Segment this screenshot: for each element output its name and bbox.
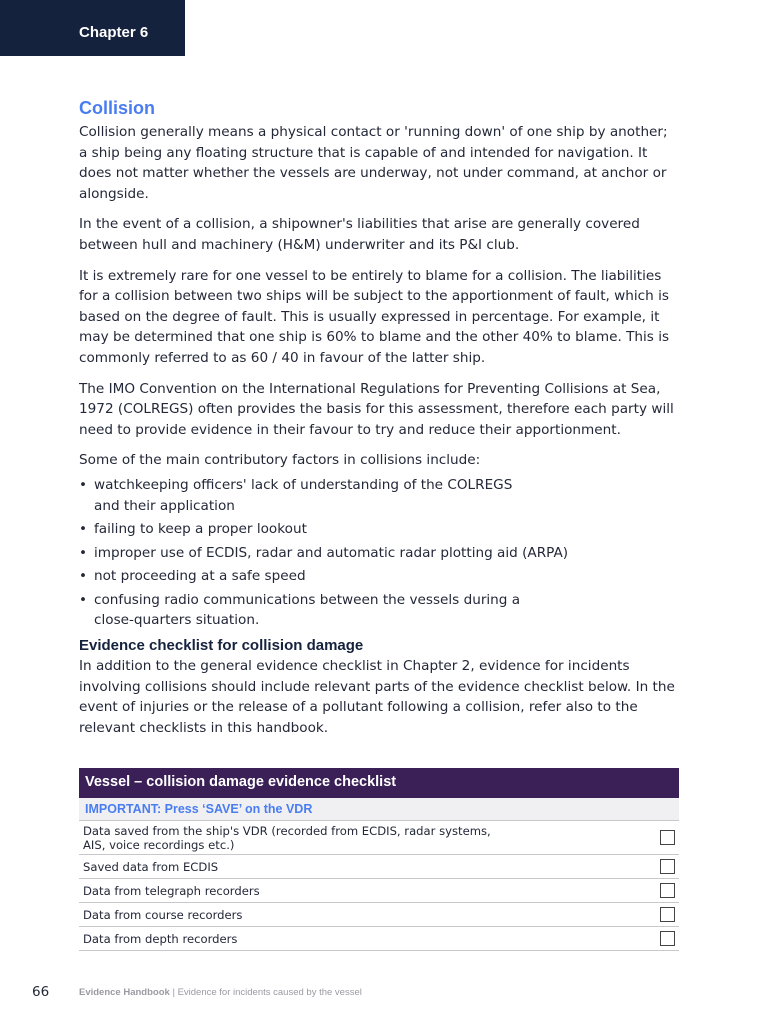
footer-section-title: Evidence for incidents caused by the vessel xyxy=(177,987,362,998)
paragraph: It is extremely rare for one vessel to be entirely to blame for a collision. The liabilities for a collision between two ships will be subject to the apportionment of fault, which is based on the degree of fault. This is usually expressed in percentage. For example, it may be determined that one ship is 60% to blame and the other 40% to blame. This is commonly referred to as 60 / 40 in favour of the latter ship. xyxy=(79,267,670,366)
checklist-item-label: Data saved from the ship's VDR (recorded from ECDIS, radar systems, AIS, voice recordings etc.) xyxy=(83,824,491,852)
list-item-text: failing to keep a proper lookout xyxy=(94,521,307,538)
checkbox[interactable] xyxy=(660,859,675,874)
page-number: 66 xyxy=(32,984,50,1000)
list-item-text: confusing radio communications between the vessels during a close-quarters situation. xyxy=(94,591,521,629)
footer-book-title: Evidence Handbook xyxy=(79,987,170,998)
list-item xyxy=(79,590,679,631)
list-item xyxy=(79,566,679,587)
factors-list xyxy=(79,475,679,631)
chapter-label: Chapter 6 xyxy=(79,24,149,41)
footer-separator: | xyxy=(169,987,178,998)
checkbox[interactable] xyxy=(660,931,675,946)
checklist-item-label: Data from depth recorders xyxy=(83,932,238,946)
paragraph: The IMO Convention on the International Regulations for Preventing Collisions at Sea, 1972 (COLREGS) often provides the basis for this assessment, therefore each party will need to provide evidence in their favour to try and reduce their apportionment. xyxy=(79,380,674,438)
list-item xyxy=(79,519,679,540)
checkbox[interactable] xyxy=(660,830,675,845)
paragraph: Some of the main contributory factors in collisions include: xyxy=(79,452,481,469)
checkbox[interactable] xyxy=(660,907,675,922)
checklist-item-label: Saved data from ECDIS xyxy=(83,860,219,874)
evidence-paragraph: In addition to the general evidence checklist in Chapter 2, evidence for incidents involving collisions should include relevant parts of the evidence checklist below. In the event of injuries or the release of a pollutant following a collision, refer also to the relevant checklists in this handbook. xyxy=(79,658,675,736)
main-content xyxy=(79,98,679,748)
checkbox[interactable] xyxy=(660,883,675,898)
evidence-heading: Evidence checklist for collision damage xyxy=(79,637,364,655)
checklist-item-label: Data from telegraph recorders xyxy=(83,884,260,898)
checklist-row xyxy=(79,855,679,879)
checklist-row xyxy=(79,879,679,903)
footer-running-title xyxy=(79,987,362,998)
paragraph: Collision generally means a physical contact or 'running down' of one ship by another; a ship being any floating structure that is capable of and intended for navigation. It does not matter whether the vessels are underway, not under command, at anchor or alongside. xyxy=(79,124,668,202)
section-title: Collision xyxy=(79,98,155,118)
checklist-row xyxy=(79,903,679,927)
checklist-row xyxy=(79,927,679,951)
checklist-item-label: Data from course recorders xyxy=(83,908,243,922)
chapter-tab xyxy=(0,0,185,56)
list-item xyxy=(79,475,679,516)
evidence-checklist xyxy=(79,768,679,951)
paragraph: In the event of a collision, a shipowner's liabilities that arise are generally covered between hull and machinery (H&M) underwriter and its P&I club. xyxy=(79,216,640,253)
list-item xyxy=(79,543,679,564)
checklist-important-note: IMPORTANT: Press ‘SAVE’ on the VDR xyxy=(79,798,679,821)
list-item-text: watchkeeping officers' lack of understanding of the COLREGS and their application xyxy=(94,476,513,514)
checklist-row xyxy=(79,821,679,855)
list-item-text: not proceeding at a safe speed xyxy=(94,568,306,585)
list-item-text: improper use of ECDIS, radar and automatic radar plotting aid (ARPA) xyxy=(94,544,569,561)
checklist-title: Vessel – collision damage evidence checklist xyxy=(79,768,679,798)
